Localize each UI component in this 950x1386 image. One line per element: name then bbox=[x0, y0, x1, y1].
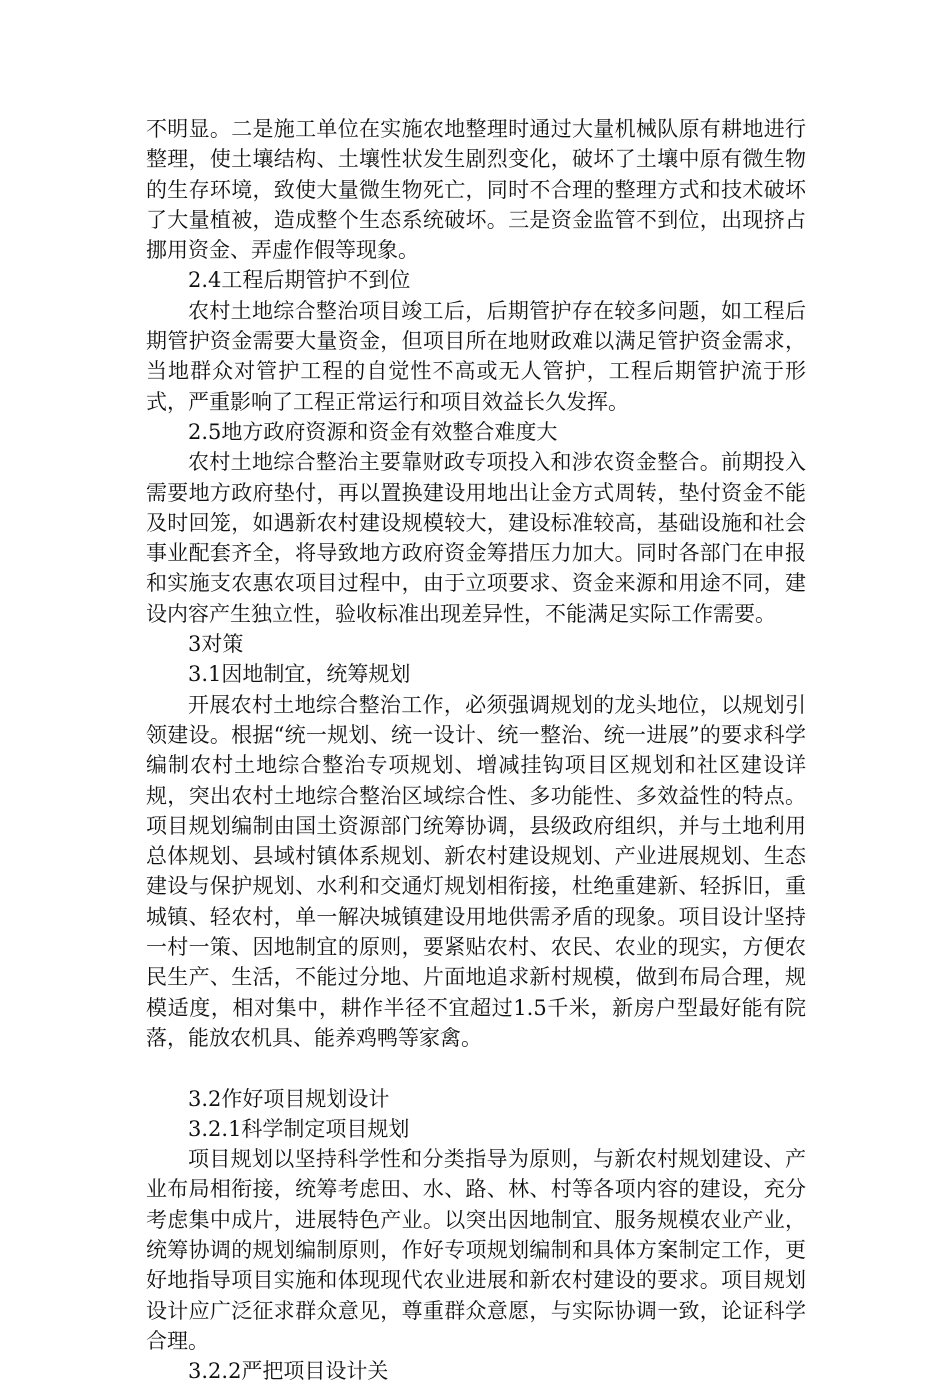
section-heading-3-1: 3.1因地制宜，统筹规划 bbox=[188, 662, 411, 687]
section-heading-3-2-2: 3.2.2严把项目设计关 bbox=[188, 1359, 389, 1384]
body-paragraph: 开展农村土地综合整治工作，必须强调规划的龙头地位，以规划引领建设。根据“统一规划、统一设计、统一整治、统一进展”的要求科学编制农村土地综合整治专项规划、增减挂钩项目区规划和社区建设详规，突出农村土地综合整治区域综合性、多功能性、多效益性的特点。项目规划编制由国土资源部门统筹协调，县级政府组织，并与土地利用总体规划、县域村镇体系规划、新农村建设规划、产业进展规划、生态建设与保护规划、水利和交通灯规划相衔接，杜绝重建新、轻拆旧，重城镇、轻农村，单一解决城镇建设用地供需矛盾的现象。项目设计坚持一村一策、因地制宜的原则，要紧贴农村、农民、农业的现实，方便农民生产、生活，不能过分地、片面地追求新村规模，做到布局合理，规模适度，相对集中，耕作半径不宜超过1.5千米，新房户型最好能有院落，能放农机具、能养鸡鸭等家禽。 bbox=[146, 692, 806, 1050]
section-heading-3-2-1: 3.2.1科学制定项目规划 bbox=[188, 1116, 410, 1141]
paragraph-spacer bbox=[146, 1053, 806, 1083]
body-paragraph: 项目规划以坚持科学性和分类指导为原则，与新农村规划建设、产业布局相衔接，统筹考虑田、水、路、林、村等各项内容的建设，充分考虑集中成片，进展特色产业。以突出因地制宜、服务规模农业产业，统筹协调的规划编制原则，作好专项规划编制和具体方案制定工作，更好地指导项目实施和体现现代农业进展和新农村建设的要求。项目规划设计应广泛征求群众意见，尊重群众意愿，与实际协调一致，论证科学合理。 bbox=[146, 1147, 806, 1353]
document-body bbox=[146, 114, 806, 1386]
section-heading-2-4: 2.4工程后期管护不到位 bbox=[188, 268, 411, 293]
section-heading-3: 3对策 bbox=[188, 632, 244, 657]
body-paragraph: 不明显。二是施工单位在实施农地整理时通过大量机械队原有耕地进行整理，使土壤结构、土壤性状发生剧烈变化，破坏了土壤中原有微生物的生存环境，致使大量微生物死亡，同时不合理的整理方式和技术破坏了大量植被，造成整个生态系统破坏。三是资金监管不到位，出现挤占挪用资金、弄虚作假等现象。 bbox=[146, 117, 806, 263]
body-paragraph: 农村土地综合整治项目竣工后，后期管护存在较多问题，如工程后期管护资金需要大量资金，但项目所在地财政难以满足管护资金需求，当地群众对管护工程的自觉性不高或无人管护，工程后期管护流于形式，严重影响了工程正常运行和项目效益长久发挥。 bbox=[146, 298, 806, 414]
body-paragraph: 农村土地综合整治主要靠财政专项投入和涉农资金整合。前期投入需要地方政府垫付，再以置换建设用地出让金方式周转，垫付资金不能及时回笼，如遇新农村建设规模较大，建设标准较高，基础设施和社会事业配套齐全，将导致地方政府资金筹措压力加大。同时各部门在申报和实施支农惠农项目过程中，由于立项要求、资金来源和用途不同，建设内容产生独立性，验收标准出现差异性，不能满足实际工作需要。 bbox=[146, 450, 806, 626]
section-heading-3-2: 3.2作好项目规划设计 bbox=[188, 1086, 390, 1111]
section-heading-2-5: 2.5地方政府资源和资金有效整合难度大 bbox=[188, 419, 558, 444]
